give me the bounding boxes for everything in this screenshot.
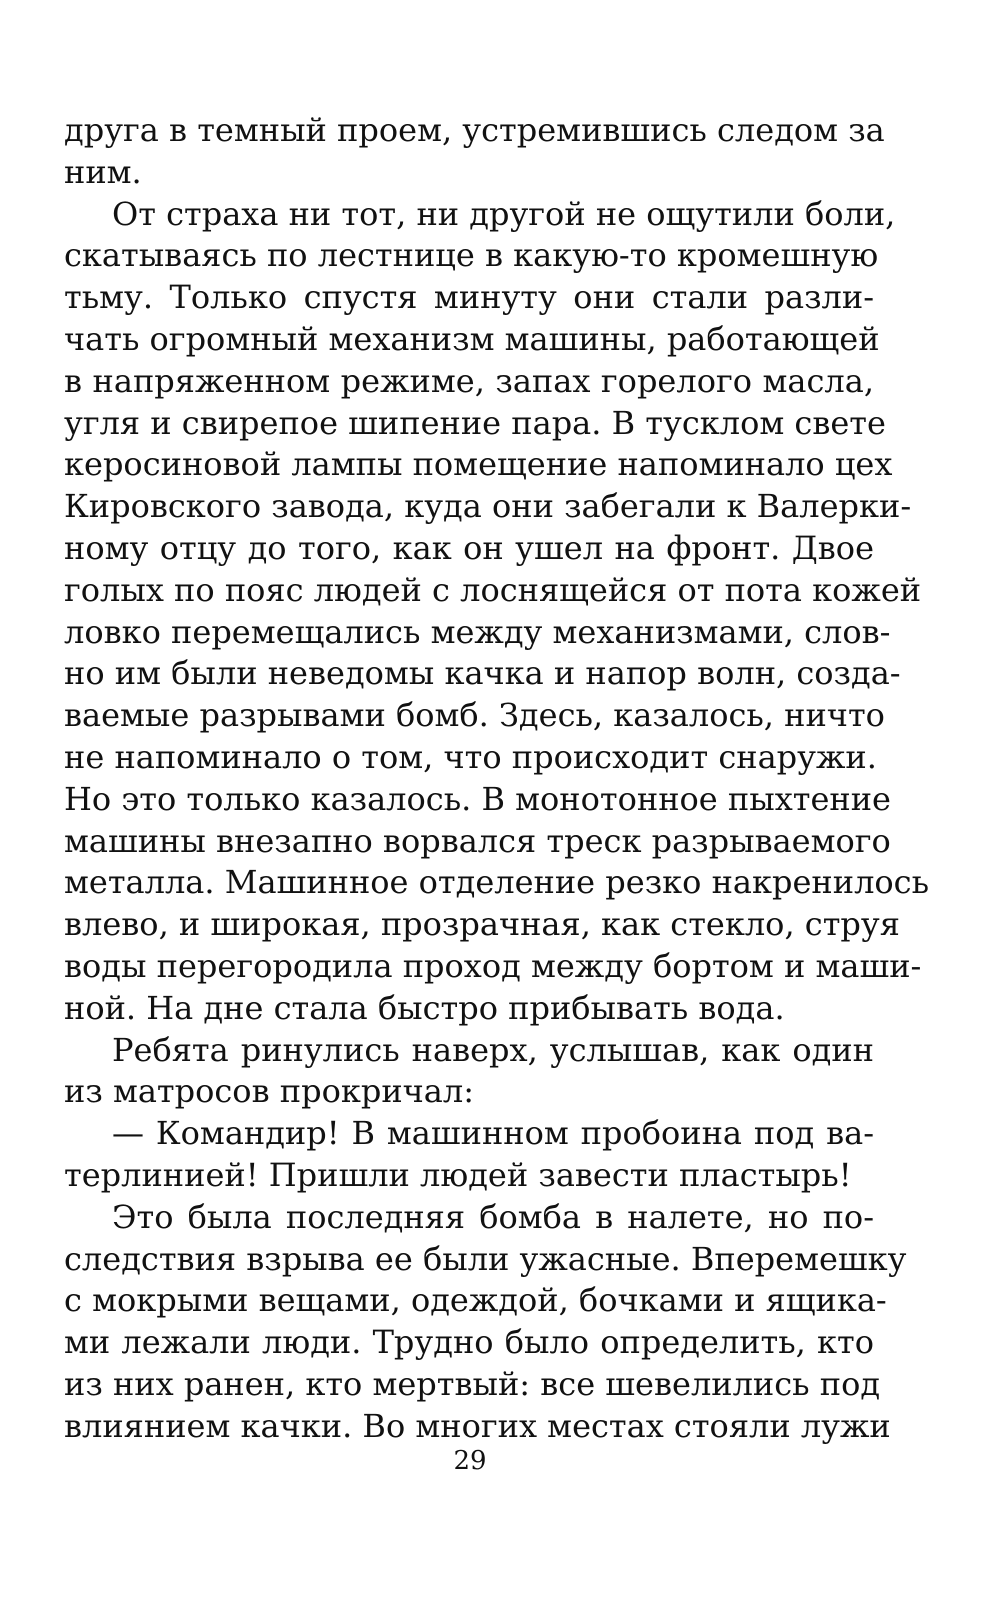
text-line: тьму. Только спустя минуту они стали разли-	[64, 278, 874, 317]
text-line: угля и свирепое шипение пара. В тусклом свете	[64, 403, 886, 442]
text-line: ваемые разрывами бомб. Здесь, казалось, ничто	[64, 696, 885, 735]
page-body	[64, 110, 930, 1448]
text-line: следствия взрыва ее были ужасные. Вперемешку	[64, 1239, 907, 1278]
text-line: влево, и широкая, прозрачная, как стекло, струя	[64, 905, 900, 944]
text-line: ной. На дне стала быстро прибывать вода.	[64, 988, 785, 1027]
text-line: воды перегородила проход между бортом и маши-	[64, 946, 922, 985]
text-line: влиянием качки. Во многих местах стояли лужи	[64, 1406, 891, 1445]
text-line: — Командир! В машинном пробоина под ва-	[112, 1114, 874, 1153]
text-line: терлинией! Пришли людей завести пластырь!	[64, 1155, 852, 1194]
text-line: из них ранен, кто мертвый: все шевелились под	[64, 1364, 881, 1403]
text-line: голых по пояс людей с лоснящейся от пота кожей	[64, 570, 922, 609]
text-line: но им были неведомы качка и напор волн, созда-	[64, 654, 901, 693]
text-line: ловко перемещались между механизмами, слов-	[64, 612, 891, 651]
text-line: Кировского завода, куда они забегали к Валерки-	[64, 487, 912, 526]
text-line: чать огромный механизм машины, работающей	[64, 319, 880, 358]
text-line: из матросов прокричал:	[64, 1072, 474, 1111]
text-line: машины внезапно ворвался треск разрываемого	[64, 821, 891, 860]
text-line: в напряженном режиме, запах горелого масла,	[64, 361, 874, 400]
text-line: ним.	[64, 152, 142, 191]
text-line: скатываясь по лестнице в какую-то кромешную	[64, 236, 879, 275]
text-line: ми лежали люди. Трудно было определить, кто	[64, 1323, 874, 1362]
text-line: керосиновой лампы помещение напоминало цех	[64, 445, 893, 484]
text-line: Ребята ринулись наверх, услышав, как один	[112, 1030, 874, 1069]
text-line: От страха ни тот, ни другой не ощутили боли,	[112, 194, 896, 233]
text-line: металла. Машинное отделение резко накренилось	[64, 863, 930, 902]
text-line: друга в темный проем, устремившись следом за	[64, 111, 885, 149]
text-line: Это была последняя бомба в налете, но по-	[112, 1197, 874, 1236]
text-line: Но это только казалось. В монотонное пыхтение	[64, 779, 891, 818]
text-line: ному отцу до того, как он ушел на фронт. Двое	[64, 528, 874, 567]
text-line: с мокрыми вещами, одеждой, бочками и ящика-	[64, 1281, 887, 1320]
page-number: 29	[453, 1446, 487, 1476]
text-line: не напоминало о том, что происходит снаружи.	[64, 737, 877, 776]
